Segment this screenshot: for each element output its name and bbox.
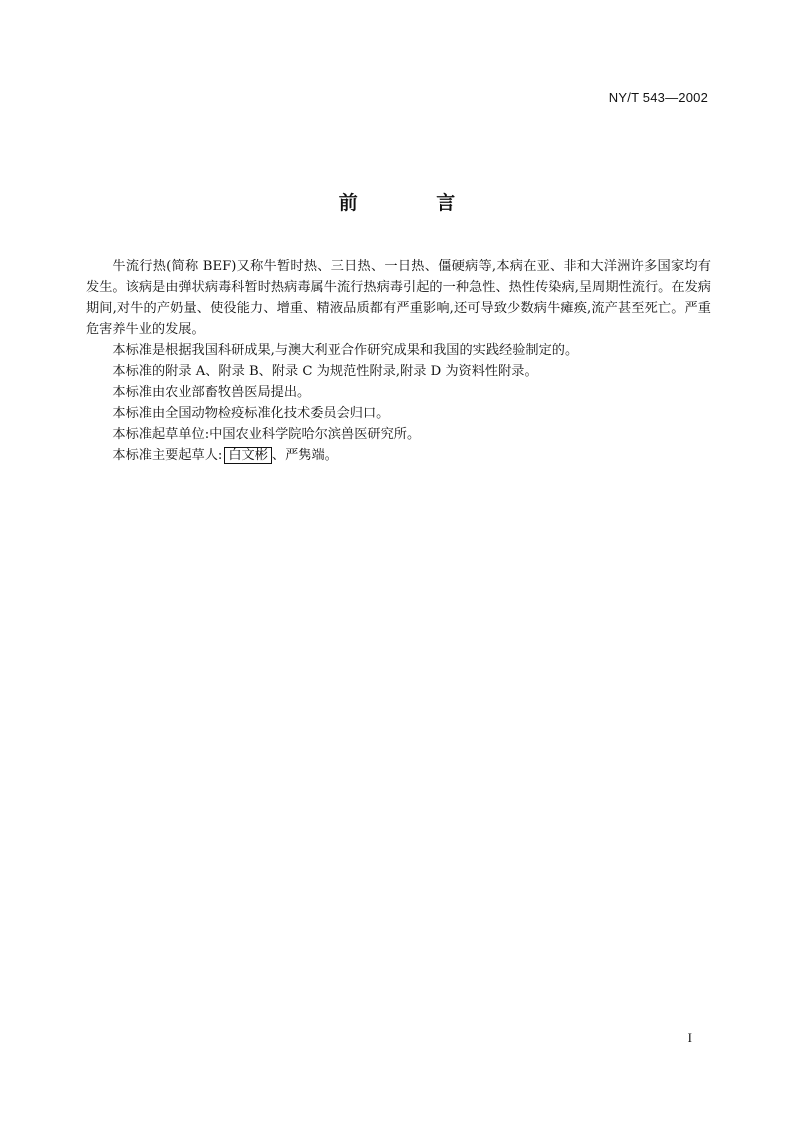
drafters-suffix: 、严隽端。 bbox=[271, 448, 338, 463]
drafters-prefix: 本标准主要起草人: bbox=[112, 448, 223, 463]
page-number: I bbox=[687, 1030, 692, 1045]
foreword-body bbox=[86, 256, 711, 466]
page-title: 前 言 bbox=[338, 192, 492, 214]
paragraph-centralized: 本标准由全国动物检疫标准化技术委员会归口。 bbox=[112, 406, 390, 421]
paragraph-drafting-unit: 本标准起草单位:中国农业科学院哈尔滨兽医研究所。 bbox=[112, 427, 421, 442]
standard-code: NY/T 543—2002 bbox=[608, 90, 708, 105]
paragraph-proposer: 本标准由农业部畜牧兽医局提出。 bbox=[112, 385, 311, 400]
paragraph-appendices: 本标准的附录 A、附录 B、附录 C 为规范性附录,附录 D 为资料性附录。 bbox=[112, 364, 538, 379]
paragraph-drafters bbox=[86, 445, 711, 466]
paragraph-background: 牛流行热(简称 BEF)又称牛暂时热、三日热、一日热、僵硬病等,本病在亚、非和大洋洲许多国家均有发生。该病是由弹状病毒科暂时热病毒属牛流行热病毒引起的一种急性、热性传染病,呈周期性流行。在发病期间,对牛的产奶量、使役能力、增重、精液品质都有严重影响,还可导致少数病牛瘫痪,流产甚至死亡。严重危害养牛业的发展。 bbox=[86, 259, 711, 337]
boxed-drafter-name: 白文彬 bbox=[224, 447, 272, 464]
paragraph-basis: 本标准是根据我国科研成果,与澳大利亚合作研究成果和我国的实践经验制定的。 bbox=[112, 343, 579, 358]
